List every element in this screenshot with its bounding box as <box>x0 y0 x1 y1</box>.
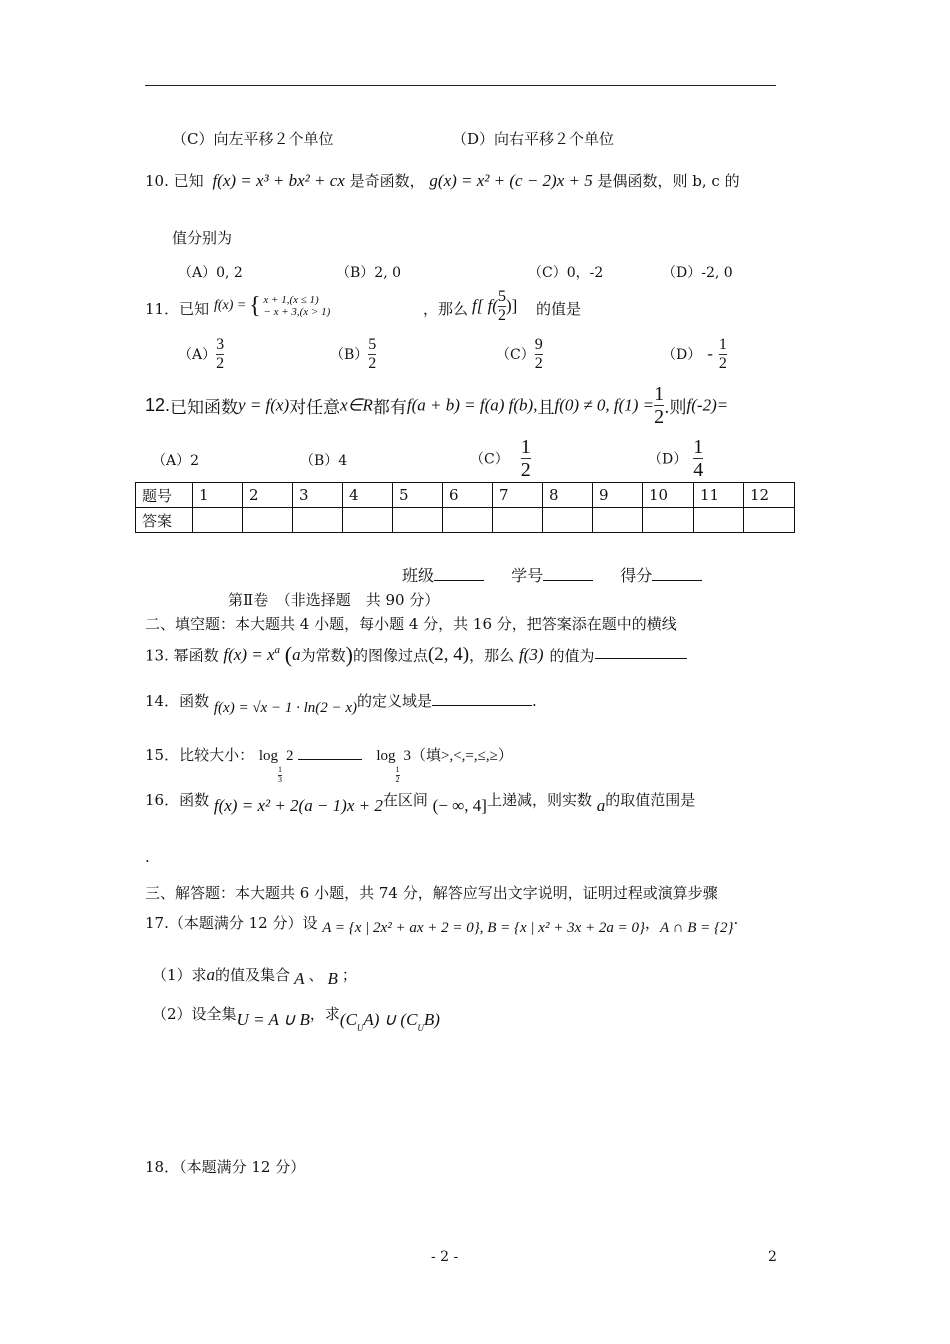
answer-cell[interactable] <box>643 508 694 533</box>
class-label: 班级 <box>402 566 435 585</box>
q11-piece-bottom: − x + 3,(x > 1) <box>263 306 331 318</box>
q11-option-a-label: （A） <box>178 347 217 364</box>
q11-option-a-num: 3 <box>216 336 225 353</box>
q11-option-b-den: 2 <box>368 354 377 372</box>
q18-heading: 18．（本题满分 12 分） <box>145 1158 306 1176</box>
score-label: 得分 <box>620 566 653 585</box>
q15-log2-base <box>396 766 400 785</box>
q11-option-c-label: （C） <box>496 347 535 364</box>
q17-part1 <box>152 964 357 988</box>
answer-table-number: 9 <box>593 483 643 508</box>
answer-cell[interactable] <box>593 508 643 533</box>
q10-line <box>145 170 740 191</box>
q12-text-d: x∈R <box>340 395 373 415</box>
q15-log2-base-den: 2 <box>395 774 400 784</box>
q17-p2-sub: U <box>356 1023 364 1033</box>
q10-option-d: （D）-2, 0 <box>662 265 733 281</box>
q12-half-den: 2 <box>654 406 665 428</box>
q12-text-h: f(0) ≠ 0, f(1) = <box>554 395 655 415</box>
q15-log2-base-num: 1 <box>395 765 400 774</box>
q12-text-g: 且 <box>537 398 555 418</box>
q11-option-d-den: 2 <box>718 354 727 372</box>
q12-half-num: 1 <box>654 383 665 405</box>
q12-option-d-den: 4 <box>693 459 704 481</box>
q15-text-c: ） <box>497 746 513 764</box>
q11-option-b-label: （B） <box>330 347 369 364</box>
q13-text-b: 的图像过点 <box>352 646 428 665</box>
answer-table-header-row <box>136 483 795 508</box>
q12-option-b: （B）4 <box>300 453 348 469</box>
q11-option-c <box>496 336 543 372</box>
q12-text-a: 已知函数 <box>170 398 239 418</box>
q11-option-a <box>178 336 224 372</box>
q11-option-d-sign: - <box>707 344 713 364</box>
q11-expr-pre: f[ f( <box>472 296 498 316</box>
q17-p1-B: B <box>327 969 338 988</box>
q12-option-a: （A）2 <box>152 453 200 469</box>
answer-table-row2-header: 答案 <box>136 508 193 533</box>
q9-option-c: （C）向左平移２个单位 <box>172 130 334 148</box>
section3-heading: 三、解答题：本大题共 6 小题，共 74 分，解答应写出文字说明，证明过程或演算步骤 <box>145 884 718 902</box>
q11-option-c-den: 2 <box>534 354 543 372</box>
q11-option-d-num: 1 <box>718 336 727 353</box>
q13-line <box>145 642 687 668</box>
q10-mid: 是奇函数， <box>349 172 425 190</box>
q13-text-a: 13. 幂函数 <box>145 646 219 665</box>
q14-expr: f(x) = √x − 1 · ln(2 − x) <box>213 700 358 716</box>
q11-mid: ，那么 <box>423 300 469 318</box>
answer-table-number: 1 <box>193 483 243 508</box>
q15-log1-arg: 2 <box>286 748 294 764</box>
q12-option-c-label: （C） <box>470 451 509 468</box>
answer-cell[interactable] <box>243 508 293 533</box>
q16-dot: . <box>145 848 150 866</box>
q12-number: 12. <box>145 395 171 415</box>
q11-option-b-fraction <box>368 336 376 372</box>
q14-text-b: 的定义域是 <box>357 692 433 710</box>
q17-dot: · <box>733 914 739 932</box>
q12-option-c-num: 1 <box>520 436 531 458</box>
q11-option-d-fraction <box>719 336 727 372</box>
answer-cell[interactable] <box>493 508 543 533</box>
answer-cell[interactable] <box>193 508 243 533</box>
q14-answer-blank[interactable] <box>432 691 532 706</box>
q17-text-a: 17.（本题满分 12 分）设 <box>145 914 318 932</box>
q17-intersection: A ∩ B = {2} <box>660 920 734 936</box>
q11-expr-den: 2 <box>497 306 506 324</box>
answer-table <box>135 482 795 533</box>
q10-option-c: （C）0，-2 <box>528 265 604 281</box>
answer-table-number: 7 <box>493 483 543 508</box>
score-blank[interactable] <box>652 566 702 581</box>
q11-piece-top: x + 1,(x ≤ 1) <box>263 294 319 306</box>
q10-g-expr: g(x) = x² + (c − 2)x + 5 <box>429 171 593 190</box>
q13-text-c: ，那么 <box>469 646 515 665</box>
q12-text-c: 对任意 <box>289 398 341 418</box>
answer-table-number: 6 <box>443 483 493 508</box>
q11-expr-num: 5 <box>497 288 506 305</box>
q17-p1-A: A <box>294 969 305 988</box>
q16-expr: f(x) = x² + 2(a − 1)x + 2 <box>213 796 383 815</box>
q11-tail: 的值是 <box>536 300 582 318</box>
header-rule <box>145 85 776 86</box>
q12-text-f: f(a + b) = f(a) f(b), <box>406 395 538 415</box>
q11-expression <box>472 288 517 324</box>
q12-text-b: y = f(x) <box>238 395 290 415</box>
page-number-right: 2 <box>768 1249 777 1265</box>
q12-text-i: .则 <box>664 398 687 418</box>
q16-text-c: 上递减，则实数 <box>486 791 592 809</box>
q14-line <box>145 690 537 716</box>
q13-paren-text: 为常数 <box>300 646 346 665</box>
q15-text-b: （填 <box>411 746 442 764</box>
q12-option-c <box>470 436 531 481</box>
q13-paren-var: a <box>292 645 301 664</box>
q14-text-a: 14．函数 <box>145 692 210 710</box>
q17-part2 <box>152 1003 440 1033</box>
q13-text-d: 的值为 <box>549 646 595 665</box>
q11-option-b-num: 5 <box>368 336 377 353</box>
page-number-center: - 2 - <box>431 1249 459 1265</box>
q16-text-d: 的取值范围是 <box>605 791 696 809</box>
q16-text-a: 16．函数 <box>145 791 210 809</box>
answer-table-number: 8 <box>543 483 593 508</box>
answer-table-row1-header: 题号 <box>136 483 193 508</box>
q12-text-e: 都有 <box>372 398 407 418</box>
q10-lead: 已知 <box>173 172 204 190</box>
q17-sets: A = {x | 2x² + ax + 2 = 0}, B = {x | x² + 3x + 2a = 0} <box>322 920 645 936</box>
answer-cell[interactable] <box>543 508 593 533</box>
answer-cell[interactable] <box>443 508 493 533</box>
q11-option-a-fraction <box>216 336 224 372</box>
q16-text-b: 在区间 <box>382 791 428 809</box>
q16-var: a <box>596 796 606 815</box>
q17-comma: ， <box>644 914 660 932</box>
q16-interval: (− ∞, 4] <box>432 796 487 815</box>
q11-expr-fraction <box>498 288 506 324</box>
q12-option-d-fraction <box>693 436 703 481</box>
section2-heading: 二、填空题：本大题共 4 小题，每小题 4 分，共 16 分，把答案添在题中的横线 <box>145 615 677 633</box>
q11-option-c-fraction <box>535 336 543 372</box>
q12-option-c-den: 2 <box>520 459 531 481</box>
q10-tail: 是偶函数，则 b, c 的 <box>597 172 740 190</box>
answer-table-number: 10 <box>643 483 694 508</box>
q15-line <box>145 744 513 785</box>
q15-log1: log <box>258 748 279 764</box>
q11-number-lead <box>145 298 209 319</box>
q17-p1-var: a <box>206 965 216 984</box>
q9-option-d: （D）向右平移２个单位 <box>452 130 615 148</box>
q15-log1-base-num: 1 <box>278 765 283 774</box>
q12-option-d-label: （D） <box>648 451 688 468</box>
q12-line <box>145 383 728 428</box>
q11-option-a-den: 2 <box>216 354 225 372</box>
answer-cell[interactable] <box>744 508 795 533</box>
answer-cell[interactable] <box>694 508 744 533</box>
q17-p1-end: ； <box>341 966 357 984</box>
q10-number: 10. <box>145 172 169 190</box>
class-blank[interactable] <box>434 566 484 581</box>
q17-p1-a: （1）求 <box>152 966 207 984</box>
answer-cell[interactable] <box>343 508 393 533</box>
answer-table-number: 11 <box>694 483 744 508</box>
q10-f-expr: f(x) = x³ + bx² + cx <box>212 171 345 190</box>
q13-paren-open: ( <box>284 642 293 667</box>
q15-log1-base <box>278 766 282 785</box>
answer-table-number: 3 <box>293 483 343 508</box>
q15-text-a: 15．比较大小： <box>145 746 255 764</box>
q12-option-d <box>648 436 703 481</box>
q11-option-d <box>662 336 727 372</box>
q14-text-c: . <box>532 692 537 710</box>
q11-option-c-num: 9 <box>534 336 543 353</box>
part2-title: 第Ⅱ卷 （非选择题 共 90 分） <box>228 591 440 609</box>
q11-expr-post: )] <box>505 296 518 316</box>
q16-line <box>145 789 696 815</box>
q11-number: 11． <box>145 300 180 318</box>
q13-paren-close: ) <box>345 642 353 667</box>
q17-p1-sep: 、 <box>308 966 324 984</box>
q17-p2-a: （2）设全集 <box>152 1005 237 1023</box>
q10-continuation: 值分别为 <box>172 229 233 247</box>
q12-half-fraction <box>654 383 664 428</box>
q17-p2-expr4: B) <box>423 1010 440 1029</box>
q17-p1-b: 的值及集合 <box>215 966 291 984</box>
q17-line <box>145 912 739 936</box>
q17-p2-expr: U = A ∪ B <box>236 1010 310 1029</box>
q15-log2: log <box>376 748 396 764</box>
q11-lead: 已知 <box>179 300 210 318</box>
answer-table-number: 2 <box>243 483 293 508</box>
student-id-blank[interactable] <box>543 566 593 581</box>
q15-answer-blank[interactable] <box>298 745 362 760</box>
q11-piecewise: f(x) = { x + 1,(x ≤ 1) − x + 3,(x > 1) <box>214 293 331 319</box>
answer-cell[interactable] <box>293 508 343 533</box>
q17-p2-b: ，求 <box>309 1005 340 1023</box>
q13-sup: a <box>274 644 281 656</box>
q10-option-b: （B）2, 0 <box>336 265 402 281</box>
q15-log1-base-den: 3 <box>278 774 283 784</box>
q13-point: (2, 4) <box>427 644 470 665</box>
q13-expr: f(x) = x <box>223 645 275 664</box>
q12-text-j: f(-2)= <box>686 395 729 415</box>
q17-p2-expr2: (C <box>339 1010 357 1029</box>
answer-cell[interactable] <box>393 508 443 533</box>
q13-expr2: f(3) <box>518 645 544 664</box>
answer-table-number: 12 <box>744 483 795 508</box>
q15-symbols: >,<,=,≤,≥ <box>441 748 498 764</box>
q12-option-d-num: 1 <box>693 436 704 458</box>
q17-p2-sub2: U <box>417 1023 424 1033</box>
q17-p2-expr3: A) ∪ (C <box>363 1010 418 1029</box>
answer-table-number: 5 <box>393 483 443 508</box>
q12-option-c-fraction <box>521 436 531 481</box>
q10-option-a: （A）0, 2 <box>178 265 243 281</box>
q15-log2-arg: 3 <box>403 748 411 764</box>
student-info-line <box>402 563 702 586</box>
q11-option-b <box>330 336 376 372</box>
student-id-label: 学号 <box>511 566 544 585</box>
answer-table-answer-row <box>136 508 795 533</box>
answer-table-number: 4 <box>343 483 393 508</box>
q11-option-d-label: （D） <box>662 347 702 364</box>
q13-answer-blank[interactable] <box>595 644 687 659</box>
